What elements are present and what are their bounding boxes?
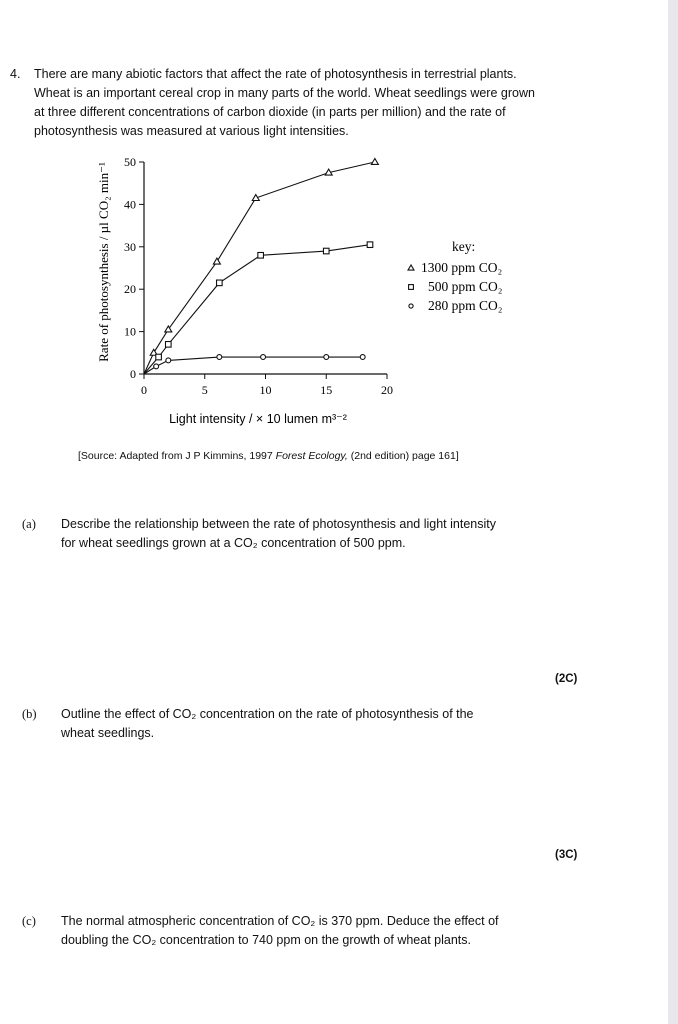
part-a-marks: (2C) [555,673,578,685]
question-line: Outline the effect of CO₂ concentration on the rate of photosynthesis of the [61,707,474,721]
legend-label: 280 ppm CO₂ [428,298,503,313]
question-line: wheat seedlings. [61,726,155,740]
square-marker [409,285,414,290]
intro-line: Wheat is an important cereal crop in many parts of the world. Wheat seedlings were grown [34,86,535,100]
y-tick-label: 50 [124,155,136,169]
series-circle [144,355,365,374]
circle-marker [324,355,329,360]
question-line: doubling the CO₂ concentration to 740 ppm on the growth of wheat plants. [61,933,471,947]
y-tick-label: 20 [124,282,136,297]
triangle-marker [213,258,220,264]
square-marker [367,242,373,248]
legend-label: 1300 ppm CO₂ [421,260,503,275]
circle-marker [154,364,159,369]
part-b-marks: (3C) [555,849,578,861]
part-b-question [61,705,474,743]
x-tick-label: 15 [320,383,333,397]
series [144,159,378,375]
part-c-question [61,912,499,950]
source-citation [78,450,459,462]
circle-marker [409,304,413,308]
y-tick-label: 10 [124,324,136,339]
part-a-label: (a) [22,517,36,531]
intro-line: photosynthesis was measured at various light intensities. [34,124,349,138]
part-b-label: (b) [22,707,37,721]
x-axis-label: Light intensity / × 10 lumen m³⁻² [169,412,347,426]
square-marker [323,248,329,254]
source-text: [Source: Adapted from J P Kimmins, 1997 [78,450,276,462]
series-square [144,242,373,374]
series-line [144,245,370,374]
intro-line: There are many abiotic factors that affect the rate of photosynthesis in terrestrial plants. [34,67,517,81]
intro-line: at three different concentrations of carbon dioxide (in parts per million) and the rate of [34,105,506,119]
square-marker [166,342,172,348]
square-marker [217,280,223,286]
part-a-question [61,515,496,553]
question-number: 4. [10,67,21,81]
question-line: Describe the relationship between the rate of photosynthesis and light intensity [61,517,496,531]
legend [408,260,502,313]
y-tick-label: 0 [130,367,136,381]
question-line: The normal atmospheric concentration of CO₂ is 370 ppm. Deduce the effect of [61,914,499,928]
axes [124,155,393,397]
legend-title: key: [452,239,476,254]
triangle-marker [371,159,378,165]
question-line: for wheat seedlings grown at a CO₂ concentration of 500 ppm. [61,536,406,550]
square-marker [156,354,162,360]
y-tick-label: 30 [124,239,136,254]
x-tick-label: 0 [141,383,147,397]
source-title: Forest Ecology, [275,450,348,462]
part-c-label: (c) [22,914,36,928]
x-tick-label: 20 [381,383,393,397]
y-tick-label: 40 [124,197,136,212]
series-line [144,357,363,374]
circle-marker [217,355,222,360]
triangle-marker [408,265,414,270]
square-marker [258,252,264,258]
x-tick-label: 10 [259,383,272,397]
legend-label: 500 ppm CO₂ [428,279,503,294]
series-line [144,162,375,374]
circle-marker [360,355,365,360]
source-text: (2nd edition) page 161] [347,450,459,462]
circle-marker [166,358,171,363]
y-axis-label: Rate of photosynthesis / µl CO₂ min⁻¹ [96,162,111,362]
photosynthesis-chart [0,0,678,440]
x-tick-label: 5 [201,383,208,397]
series-triangle [144,159,378,375]
circle-marker [261,355,266,360]
